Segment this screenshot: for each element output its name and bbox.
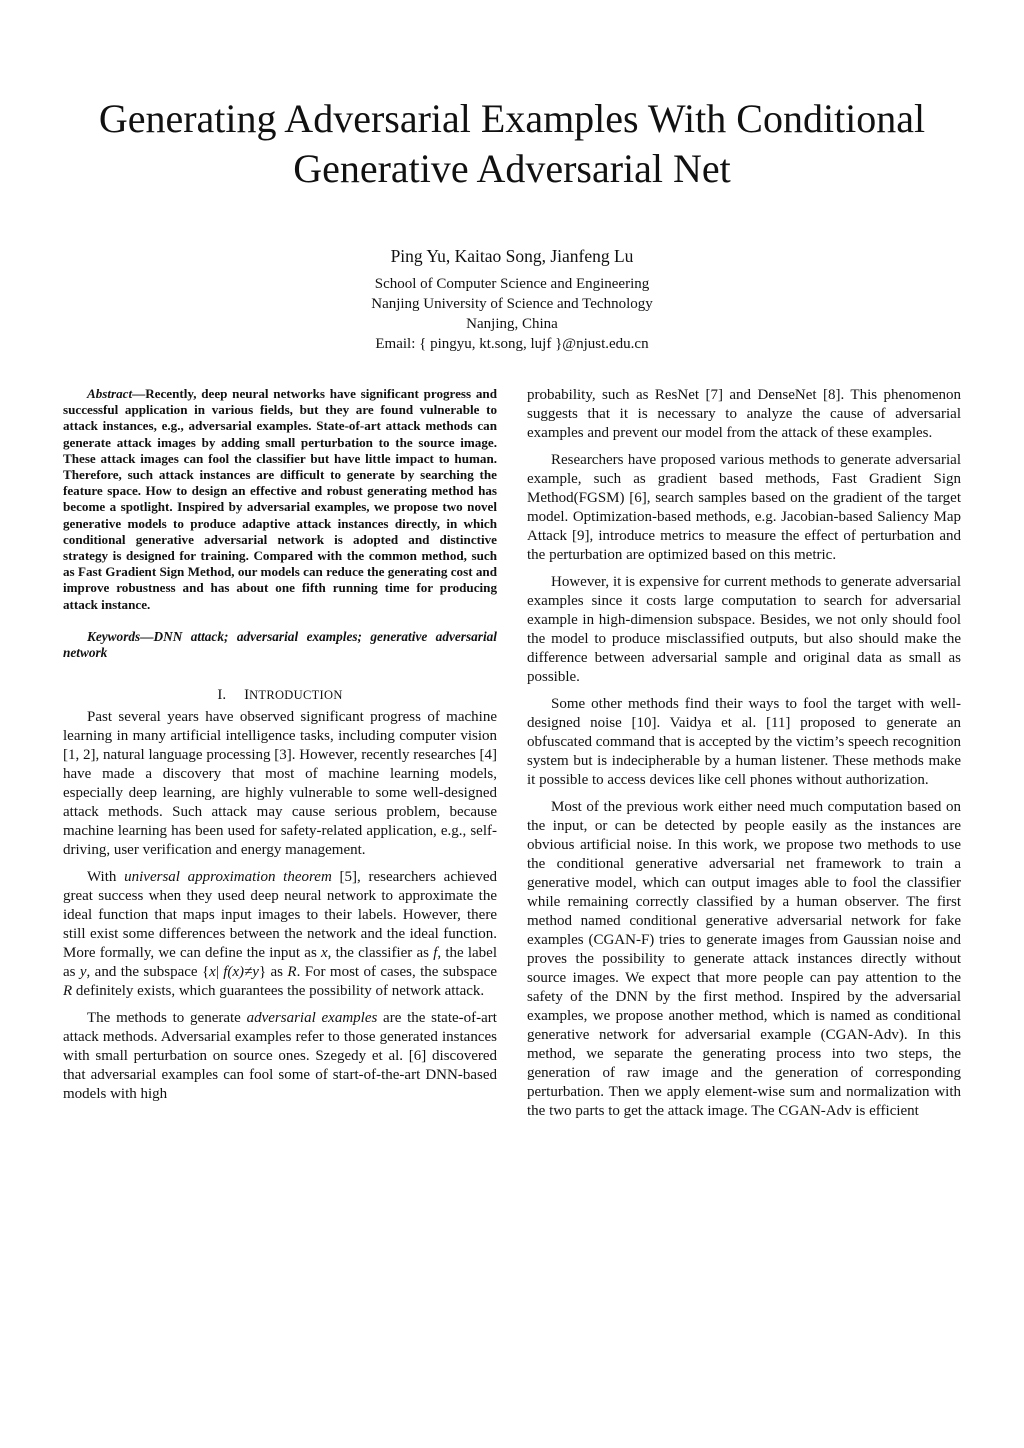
author-names: Ping Yu, Kaitao Song, Jianfeng Lu	[390, 246, 634, 266]
text-run-italic: adversarial examples	[246, 1009, 378, 1026]
keywords: Keywords—DNN attack; adversarial examples; generative adversarial network	[63, 628, 497, 661]
text-run: definitely exists, which guarantees the possibility of network attack.	[72, 982, 485, 999]
text-run: , and the subspace {	[86, 963, 210, 980]
paper-title: Generating Adversarial Examples With Conditional Generative Adversarial Net	[98, 96, 926, 191]
math-r: R	[287, 963, 297, 980]
intro-paragraph-1: Past several years have observed significant progress of machine learning in many artificial intelligence tasks, including computer vision [1, 2], natural language processing [3]. However, recently researches [4] have made a discovery that most of machine learning models, especially deep learning, are highly vulnerable to some well-designed attack methods. Such attack may cause serious problem, because machine learning has been used for safety-related application, e.g., self-driving, user verification and energy management.	[63, 708, 497, 858]
section-number: I.	[217, 686, 227, 703]
author-email: Email: { pingyu, kt.song, lujf }@njust.edu.cn	[375, 336, 649, 352]
text-run: , the label as	[63, 944, 497, 980]
text-run: . For most of cases, the subspace	[296, 963, 497, 980]
affiliation-location: Nanjing, China	[466, 316, 558, 332]
text-run: } as	[258, 963, 288, 980]
text-run: are the state-of-art attack methods. Adversarial examples refer to those generated instances with small perturbation on source ones. Szegedy et al. [6] discovered that adversarial examples can fool some of start-of-the-art DNN-based models with high	[63, 1009, 497, 1102]
right-column	[527, 386, 961, 1121]
text-run-italic: universal approximation theorem	[124, 868, 332, 885]
section-title-rest: NTRODUCTION	[249, 687, 343, 702]
intro-paragraph-5: Researchers have proposed various methods to generate adversarial example, such as gradient based methods, Fast Gradient Sign Method(FGSM) [6], search samples based on the gradient of the target model. Optimization-based methods, e.g. Jacobian-based Saliency Map Attack [9], introduce metrics to measure the effect of perturbation and the perturbation are optimized based on this metric.	[527, 452, 961, 563]
text-run: , the classifier as	[327, 944, 434, 961]
abstract	[63, 386, 497, 613]
section-heading-introduction	[63, 686, 497, 704]
affiliation-university: Nanjing University of Science and Technology	[371, 296, 653, 312]
section-title-initial: I	[244, 686, 250, 703]
math-fx-neq-y: f(x)≠y	[223, 963, 259, 980]
left-column	[63, 386, 497, 1104]
intro-paragraph-2	[63, 868, 497, 1001]
math-r: R	[63, 982, 73, 999]
math-x: x	[320, 944, 328, 961]
text-run: |	[215, 963, 224, 980]
intro-paragraph-3	[63, 1009, 497, 1104]
text-run: The methods to generate	[87, 1009, 247, 1026]
text-run: [5], researchers achieved great success when they used deep neural network to approximate the ideal function that maps input images to their labels. However, there still exist some differences between the network and the ideal function. More formally, we can define the input as	[63, 868, 497, 961]
intro-paragraph-7: Some other methods find their ways to fool the target with well-designed noise [10]. Vaidya et al. [11] proposed to generate an obfuscated command that is accepted by the victim’s speech recognition system but is indecipherable by a human listener. These methods make it possible to access devices like cell phones without authorization.	[527, 696, 961, 788]
author-block	[212, 244, 812, 354]
text-run: With	[87, 868, 125, 885]
math-f: f	[433, 944, 438, 961]
abstract-lead: Abstract	[87, 386, 133, 401]
abstract-text: —Recently, deep neural networks have significant progress and successful application in various fields, but they are found vulnerable to attack instances, e.g., adversarial examples. State-of-art attack methods can generate attack images by adding small perturbation to the source image. These attack images can fool the classifier but have little impact to human. Therefore, such attack instances are difficult to generate by searching the feature space. How to design an effective and robust generating method has become a spotlight. Inspired by adversarial examples, we propose two novel generative models to produce adaptive attack instances directly, in which conditional generative adversarial network is adopted and distinctive strategy is designed for training. Compared with the common method, such as Fast Gradient Sign Method, our models can reduce the generating cost and improve robustness and has about one fifth running time for producing attack instance.	[63, 386, 497, 612]
math-y: y	[79, 963, 87, 980]
intro-paragraph-8: Most of the previous work either need much computation based on the input, or can be detected by people easily as the instances are obvious artificial noise. In this work, we propose two methods to use the conditional generative adversarial net framework to train a generative model, which can output images able to fool the classifier while remaining correctly classified by a human observer. The first method named conditional generative adversarial network for fake examples (CGAN-F) tries to generate images from Gaussian noise and proves the possibility to generate attack instances directly without source images. We expect that more people can pay attention to the safety of the DNN by the first method. Inspired by the adversarial examples, we propose another method, which is named as conditional generative network for adversarial example (CGAN-Adv). In this method, we separate the generating process into two steps, the generation of raw image and the generation of corresponding perturbation. Then we apply element-wise sum and normalization with the two parts to get the attack image. The CGAN-Adv is efficient	[527, 799, 961, 1119]
intro-paragraph-4: probability, such as ResNet [7] and DenseNet [8]. This phenomenon suggests that it is necessary to analyze the cause of adversarial examples and prevent our model from the attack of these examples.	[527, 387, 961, 441]
affiliation-school: School of Computer Science and Engineering	[374, 276, 650, 292]
intro-paragraph-6: However, it is expensive for current methods to generate adversarial examples since it costs large computation to search for adversarial example in high-dimension subspace. Besides, we not only should fool the model to produce misclassified outputs, but also should make the difference between adversarial sample and original data as small as possible.	[527, 574, 961, 685]
math-x: x	[209, 963, 216, 980]
